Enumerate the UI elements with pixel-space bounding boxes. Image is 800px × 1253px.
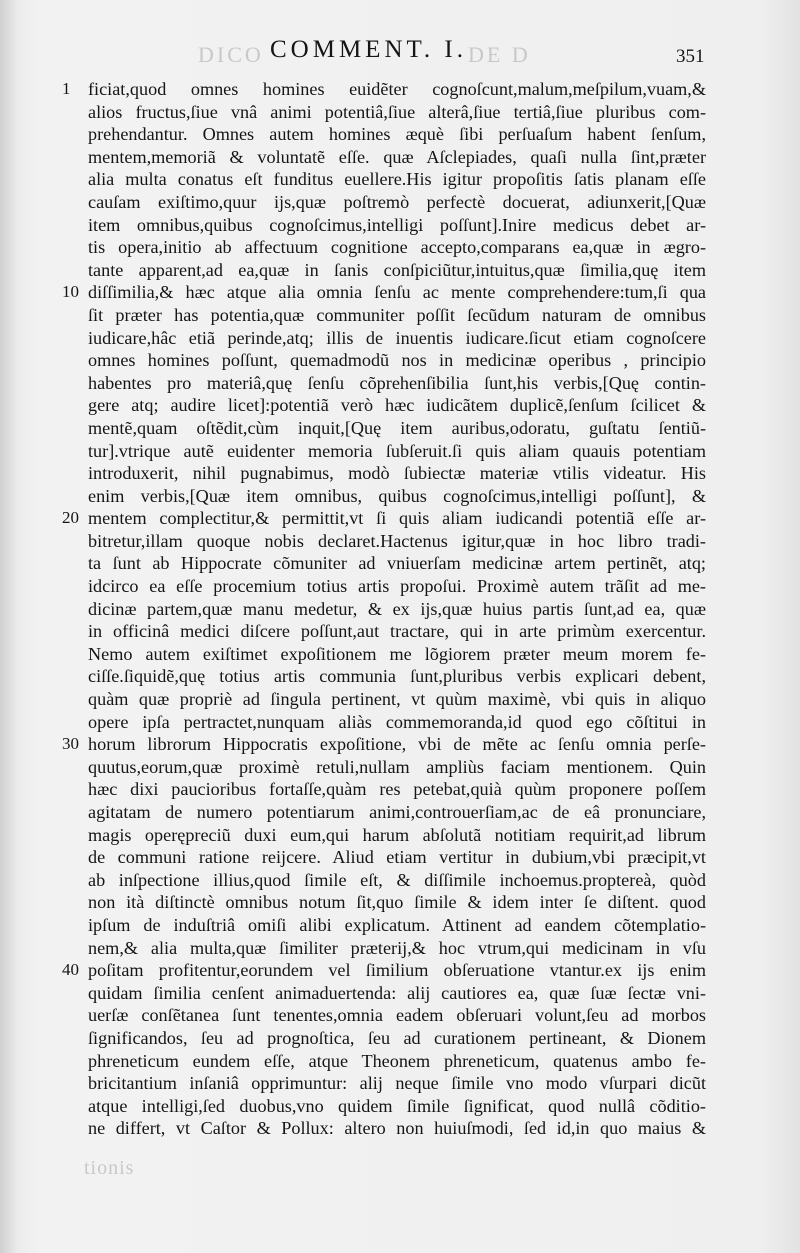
line-text: nem,& alia multa,quæ ſimiliter præterij,& hoc vtrum,qui medicinam in vſu (88, 937, 706, 958)
line-text: bricitantium inſaniâ opprimuntur: alij neque ſimile vno modo vſurpari dicũt (88, 1073, 706, 1094)
line-text: introduxerit, nihil pugnabimus, modò ſubiectæ materiæ vtilis videatur. His (88, 463, 706, 484)
text-line (88, 146, 706, 169)
text-line (88, 824, 706, 847)
text-line (88, 259, 706, 282)
text-line (88, 620, 706, 643)
text-line (88, 1050, 706, 1073)
text-line (88, 191, 706, 214)
show-through-text: DE D (468, 42, 531, 67)
line-text: quutus,eorum,quæ proximè retuli,nullam ampliùs faciam mentionem. Quin (88, 756, 706, 777)
running-head: COMMENT. I. (270, 36, 468, 63)
line-text: ne differt, vt Caſtor & Pollux: altero non huiuſmodi, ſed id,in quo maius & (88, 1118, 706, 1139)
text-line (88, 530, 706, 553)
line-text: diſſimilia,& hæc atque alia omnia ſenſu ac mente comprehendere:tum,ſi qua (88, 282, 706, 303)
text-line (88, 1072, 706, 1095)
line-text: prehendantur. Omnes autem homines æquè ſibi perſuaſum habent ſenſum, (88, 124, 706, 145)
line-text: tur].vtrique autẽ euidenter memoria ſubſeruit.ſi quis aliam quauis potentiam (88, 440, 706, 461)
text-line (88, 575, 706, 598)
line-text: dicinæ partem,quæ manu medetur, & ex ijs,quæ huius partis ſunt,ad ea, quæ (88, 598, 706, 619)
text-line (88, 1117, 706, 1140)
text-line (88, 168, 706, 191)
line-text: tis opera,initio ab affectuum cognitione accepto,comparans ea,quæ in ægro- (88, 237, 706, 258)
line-text: mentem complectitur,& permittit,vt ſi quis aliam iudicandi potentiã eſſe ar- (88, 508, 706, 529)
text-line (88, 643, 706, 666)
line-text: opere ipſa pertractet,nunquam aliàs commemoranda,id quod ego cõſtitui in (88, 711, 706, 732)
text-line (88, 304, 706, 327)
text-line (88, 688, 706, 711)
line-text: idcirco ea eſſe procemium totius artis propoſui. Proximè autem trãſit ad me- (88, 576, 706, 597)
text-line (88, 1004, 706, 1027)
text-line (88, 598, 706, 621)
line-number: 20 (62, 508, 79, 528)
line-text: ipſum de induſtriâ omiſi alibi explicatum. Attinent ad eandem cõtemplatio- (88, 914, 706, 935)
line-text: uerſæ conſẽtanea ſunt tenentes,omnia eadem obſeruari volunt,ſeu ad morbos (88, 1005, 706, 1026)
line-text: de communi ratione reijcere. Aliud etiam vertitur in dubium,vbi præcipit,vt (88, 847, 706, 868)
line-text: ficiat,quod omnes homines euidẽter cognoſcunt,malum,meſpilum,vuam,& (88, 79, 706, 99)
text-line (88, 236, 706, 259)
text-line (88, 417, 706, 440)
text-line (88, 214, 706, 237)
line-text: enim verbis,[Quæ item omnibus, quibus cognoſcimus,intelligi poſſunt], & (88, 485, 706, 506)
text-line (88, 778, 706, 801)
text-line (88, 711, 706, 734)
line-text: poſitam profitentur,eorundem vel ſimilium obſeruatione vtantur.ex ijs enim (88, 960, 706, 981)
text-line (88, 440, 706, 463)
text-line (62, 959, 706, 982)
text-line (88, 846, 706, 869)
line-text: tante apparent,ad ea,quæ in ſanis conſpiciũtur,intuitus,quæ ſimilia,quę item (88, 259, 706, 280)
line-text: item omnibus,quibus cognoſcimus,intelligi poſſunt].Inire medicus debet ar- (88, 214, 706, 235)
text-line (88, 801, 706, 824)
text-line (88, 937, 706, 960)
text-line (88, 552, 706, 575)
line-text: in officinâ medici diſcere poſſunt,aut tractare, qui in arte primùm exercentur. (88, 621, 706, 642)
line-text: quidam ſimilia cenſent animaduertenda: alij cautiores ea, quæ ſuæ ſectæ vni- (88, 982, 706, 1003)
text-line (88, 665, 706, 688)
line-text: iudicare,hâc etiã perinde,atq; illis de inuentis iudicare.ſicut etiam cognoſcere (88, 327, 706, 348)
line-text: cauſam exiſtimo,quur ijs,quæ poſtremò perfectè docuerat, adiunxerit,[Quæ (88, 191, 706, 212)
text-line (88, 891, 706, 914)
text-line (88, 485, 706, 508)
text-line (62, 507, 706, 530)
line-text: gere atq; audire licet]:potentiã verò hæc iudicãtem duplicẽ,ſenſum ſcilicet & (88, 395, 706, 416)
text-line (88, 123, 706, 146)
line-text: phreneticum eundem eſſe, atque Theonem phreneticum, quatenus ambo fe- (88, 1050, 706, 1071)
text-line (88, 349, 706, 372)
show-through-text: DICO (198, 42, 264, 67)
line-text: atque intelligi,ſed duobus,vno quidem ſimile ſignificat, quod nullâ cõditio- (88, 1095, 706, 1116)
line-text: ſignificandos, ſeu ad prognoſtica, ſeu ad curationem pertineant, & Dionem (88, 1027, 706, 1048)
line-text: horum librorum Hippocratis expoſitione, vbi de mẽte ac ſenſu omnia perſe- (88, 734, 706, 755)
text-line (88, 1095, 706, 1118)
text-line (88, 982, 706, 1005)
text-line (62, 281, 706, 304)
line-text: mentẽ,quam oſtẽdit,cùm inquit,[Quę item auribus,odoratu, guſtatu ſentiũ- (88, 417, 706, 438)
line-number: 40 (62, 960, 79, 980)
line-text: ſit præter has potentia,quæ communiter poſſit ſecũdum naturam de omnibus (88, 304, 706, 325)
line-text: non ità diſtinctè omnibus notum ſit,quo ſimile & idem inter ſe diſtent. quod (88, 892, 706, 913)
text-line (88, 394, 706, 417)
show-through-footer: tionis (84, 1157, 135, 1179)
line-number: 1 (62, 79, 71, 98)
line-text: ta ſunt ab Hippocrate cõmuniter ad vniuerſam medicinæ artem pertinẽt, atq; (88, 553, 706, 574)
text-line (88, 1027, 706, 1050)
text-line (88, 869, 706, 892)
line-text: magis operępreciũ duxi eum,qui harum abſolutã notitiam requirit,ad librum (88, 824, 706, 845)
text-line (88, 327, 706, 350)
text-line (62, 733, 706, 756)
page-number: 351 (676, 46, 705, 67)
line-text: ab inſpectione illius,quod ſimile eſt, & diſſimile inchoemus.proptereà, quòd (88, 869, 706, 890)
line-text: alios fructus,ſiue vnâ animi potentiâ,ſiue alterâ,ſiue tertiâ,ſiue pluribus com- (88, 101, 706, 122)
text-line (62, 78, 706, 101)
body-text (62, 78, 706, 1140)
line-text: bitretur,illam quoque nobis declaret.Hactenus igitur,quæ in hoc libro tradi- (88, 530, 706, 551)
line-text: mentem,memoriã & voluntatẽ eſſe. quæ Aſclepiades, quaſi nulla ſint,præter (88, 146, 706, 167)
text-line (88, 914, 706, 937)
line-text: agitatam de numero potentiarum animi,controuerſiam,ac de eâ pronunciare, (88, 802, 706, 822)
line-text: omnes homines poſſunt, quemadmodũ nos in medicinæ operibus , principio (88, 350, 706, 371)
line-text: Nemo autem exiſtimet expoſitionem me lõgiorem præter meum morem fe- (88, 643, 706, 664)
line-text: habentes pro materiâ,quę ſenſu cõprehenſibilia ſunt,his verbis,[Quę contin- (88, 372, 706, 393)
line-text: ciſſe.ſiquidẽ,quę totius artis communia ſunt,pluribus verbis explicari debent, (88, 666, 706, 687)
text-line (88, 372, 706, 395)
line-number: 30 (62, 734, 79, 754)
text-line (88, 756, 706, 779)
line-text: quàm quæ propriè ad ſingula pertinent, vt quùm maximè, vbi quis in aliquo (88, 689, 706, 710)
line-number: 10 (62, 282, 79, 302)
line-text: hæc dixi paucioribus fortaſſe,quàm res petebat,quià quùm proponere poſſem (88, 779, 706, 800)
line-text: alia multa conatus eſt funditus euellere.His igitur propoſitis ſatis planam eſſe (88, 169, 706, 190)
text-line (88, 101, 706, 124)
text-line (88, 462, 706, 485)
